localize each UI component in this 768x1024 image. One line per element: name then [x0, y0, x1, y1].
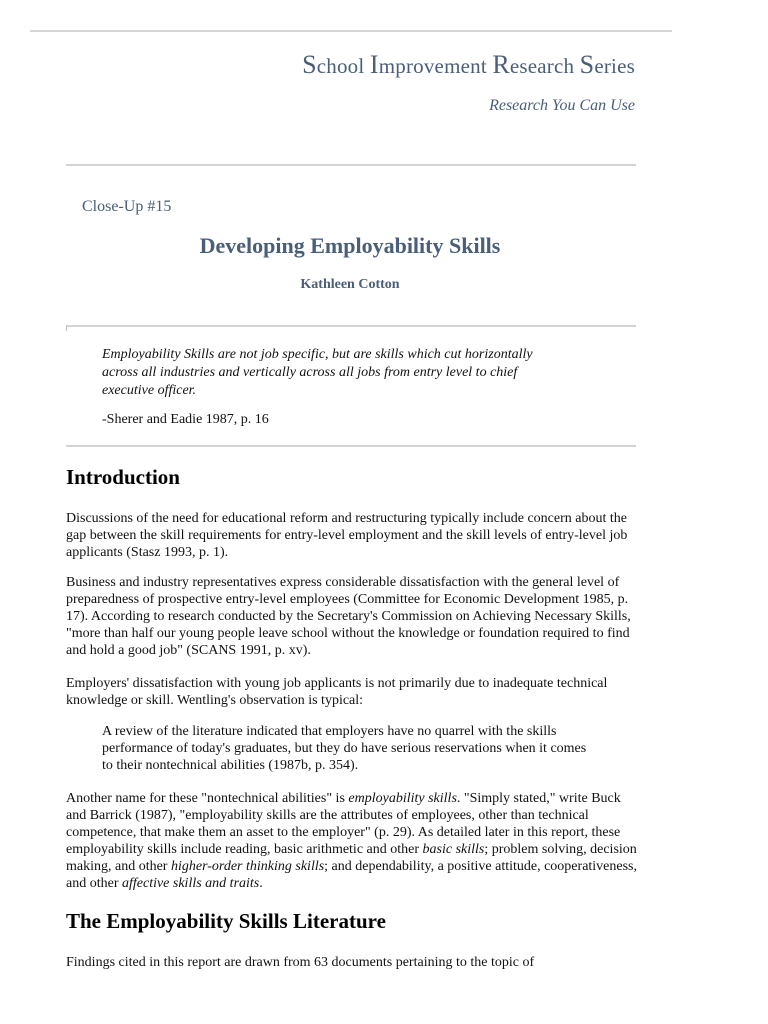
top-divider [30, 30, 672, 32]
introduction-paragraph-4: Another name for these "nontechnical abilities" is employability skills. "Simply stated," write Buck and Barrick (1987), "employability skills are the attributes of employees, other than technical competence, that make them an asset to the employer" (p. 29). As detailed later in this report, these employability skills include reading, basic arithmetic and other basic skills; problem solving, decision making, and other higher-order thinking skills; and dependability, a positive attitude, cooperativeness, and other affective skills and traits. [66, 791, 638, 891]
introduction-heading: Introduction [66, 465, 180, 489]
series-tagline: Research You Can Use [489, 97, 635, 114]
header-divider [66, 164, 636, 166]
introduction-paragraph-3: Employers' dissatisfaction with young job applicants is not primarily due to inadequate technical knowledge or skill. Wentling's observation is typical: [66, 676, 608, 708]
literature-paragraph-1: Findings cited in this report are drawn from 63 documents pertaining to the topic of [66, 955, 535, 970]
document-title: Developing Employability Skills [199, 233, 501, 258]
epigraph-bottom-divider [66, 445, 636, 447]
series-title: School Improvement Research Series [302, 50, 635, 79]
closeup-label: Close-Up #15 [82, 198, 172, 215]
block-quote: A review of the literature indicated that employers have no quarrel with the skills performance of today's graduates, but they do have serious reservations when it comes to their nontechnical abilities (1987b, p. 354). [102, 724, 587, 773]
epigraph-source: -Sherer and Eadie 1987, p. 16 [102, 412, 269, 427]
epigraph-text: Employability Skills are not job specific, but are skills which cut horizontally across all industries and vertically across all jobs from entry level to chief executive officer. [102, 347, 533, 398]
epigraph-top-divider [66, 325, 636, 327]
introduction-paragraph-1: Discussions of the need for educational reform and restructuring typically include concern about the gap between the skill requirements for entry-level employment and the skill levels of entry-level job applicants (Stasz 1993, p. 1). [66, 511, 628, 560]
introduction-paragraph-2: Business and industry representatives express considerable dissatisfaction with the general level of preparedness of prospective entry-level employees (Committee for Economic Development 1985, p. 17). According to research conducted by the Secretary's Commission on Achieving Necessary Skills, "more than half our young people leave school without the knowledge or foundation required to find and hold a good job" (SCANS 1991, p. xv). [66, 575, 631, 658]
document-author: Kathleen Cotton [300, 277, 400, 292]
literature-heading: The Employability Skills Literature [66, 909, 386, 933]
